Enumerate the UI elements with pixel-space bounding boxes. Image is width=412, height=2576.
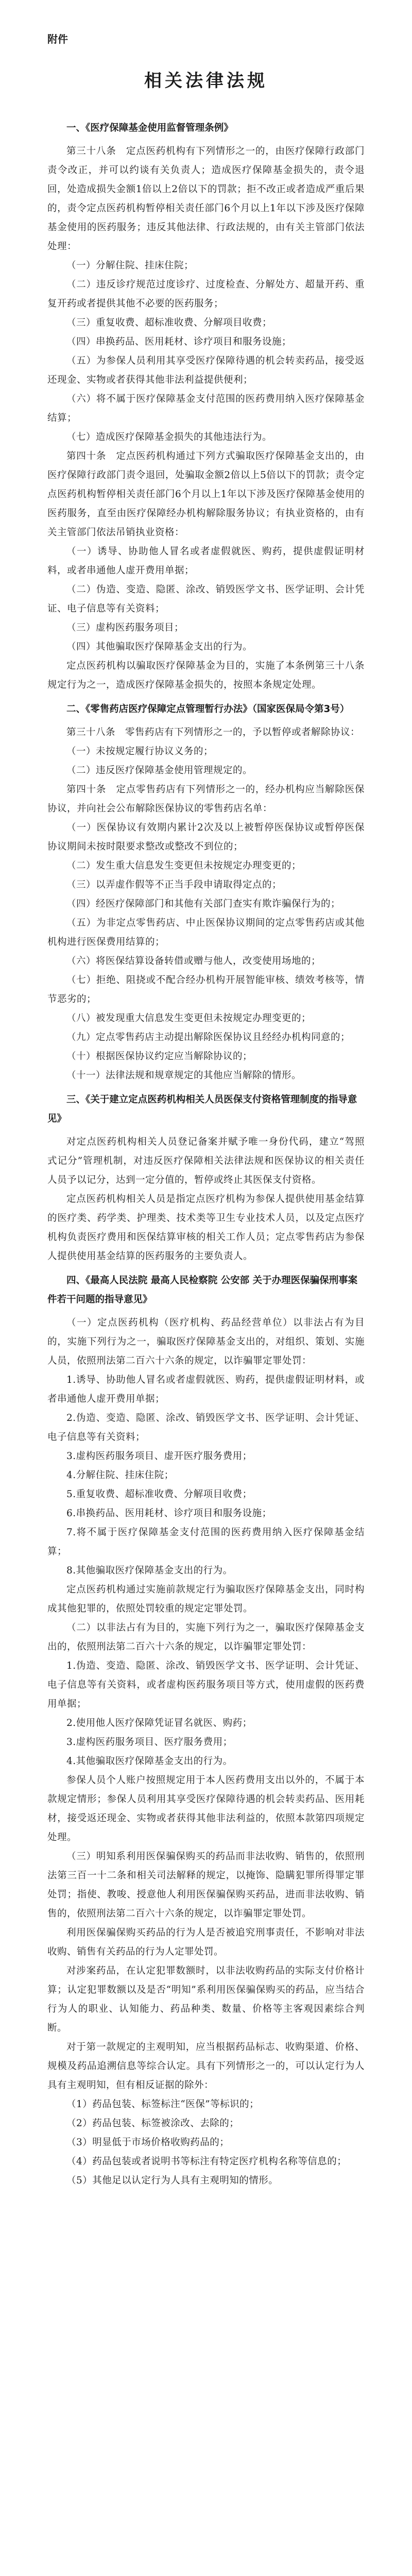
paragraph: 6.串换药品、医用耗材、诊疗项目和服务设施； — [66, 1508, 272, 1519]
paragraph: （八）被发现重大信息发生变更但未按规定办理变更的； — [66, 1013, 312, 1024]
paragraph: 第三十八条 零售药店有下列情形之一的，予以暂停或者解除协议： — [66, 727, 360, 738]
paragraph: （十）根据医保协议约定应当解除协议的； — [66, 1051, 253, 1062]
paragraph: （二）发生重大信息发生变更但未按规定办理变更的； — [66, 860, 302, 871]
paragraph: （九）定点零售药店主动提出解除医保协议且经经办机构同意的； — [66, 1032, 351, 1043]
paragraph: 第三十八条 定点医药机构有下列情形之一的，由医疗保障行政部门责令改正，并可以约谈有关负责人；造成医疗保障基金损失的，责令退回，处造成损失金额1倍以上2倍以下的罚款；拒不改正或者造成严重后果的，责令定点医药机构暂停相关责任部门6个月以上1年以下涉及医疗保障基金使用的医药服务；违反其他法律、行政法规的，由有关主管部门依法处理： — [47, 146, 365, 252]
paragraph: （一）医保协议有效期内累计2次及以上被暂停医保协议或暂停医保协议期间未按时限要求整改或整改不到位的； — [47, 822, 365, 852]
document-title: 相关法律法规 — [144, 71, 268, 91]
paragraph: （4）药品包装或者说明书等标注有特定医疗机构名称等信息的； — [66, 2156, 347, 2167]
paragraph: 8.其他骗取医疗保障基金支出的行为。 — [66, 1565, 233, 1576]
paragraph: 对于第一款规定的主观明知，应当根据药品标志、收购渠道、价格、规模及药品追溯信息等综合认定。具有下列情形之一的，可以认定行为人具有主观明知，但有相反证据的除外： — [47, 2042, 365, 2091]
paragraph: 2.使用他人医疗保障凭证冒名就医、购药； — [66, 1718, 252, 1728]
paragraph: 定点医药机构相关人员是指定点医疗机构为参保人提供使用基金结算的医疗类、药学类、护理类、技术类等卫生专业技术人员，以及定点医疗机构负责医疗费用和医保结算审核的相关工作人员；定点零售药店为参保人提供使用基金结算的医药服务的主要负责人。 — [47, 1194, 365, 1262]
paragraph: （二）违反医疗保障基金使用管理规定的。 — [66, 765, 253, 776]
section-heading: 四、《最高人民法院 最高人民检察院 公安部 关于办理医保骗保刑事案件若干问题的指导意见》 — [47, 1275, 358, 1305]
paragraph: 第四十条 定点零售药店有下列情形之一的，经办机构应当解除医保协议，并向社会公布解除医保协议的零售药店名单： — [47, 784, 365, 814]
paragraph: （七）拒绝、阻挠或不配合经办机构开展智能审核、绩效考核等，情节恶劣的； — [47, 975, 365, 1005]
paragraph: 5.重复收费、超标准收费、分解项目收费； — [66, 1489, 252, 1500]
paragraph: （3）明显低于市场价格收购药品的； — [66, 2137, 230, 2148]
section-3 — [47, 1090, 365, 1266]
paragraph: （五）为参保人员利用其享受医疗保障待遇的机会转卖药品，接受返还现金、实物或者获得其他非法利益提供便利； — [47, 355, 365, 385]
section-body — [47, 1313, 365, 2190]
paragraph: （一）诱导、协助他人冒名或者虚假就医、购药，提供虚假证明材料，或者串通他人虚开费用单据； — [47, 546, 365, 576]
section-body — [47, 142, 365, 694]
paragraph: 2.伪造、变造、隐匿、涂改、销毁医学文书、医学证明、会计凭证、电子信息等有关资料； — [47, 1413, 365, 1443]
paragraph: （四）其他骗取医疗保障基金支出的行为。 — [66, 641, 253, 652]
paragraph: 参保人员个人账户按照规定用于本人医药费用支出以外的，不属于本款规定情形；参保人员利用其享受医疗保障待遇的机会转卖药品、医用耗材，接受返还现金、实物或者获得其他非法利益的，依照本款第四项规定处理。 — [47, 1775, 365, 1843]
section-heading: 二、《零售药店医疗保障定点管理暂行办法》（国家医保局令第3号） — [66, 704, 350, 715]
paragraph: （一）定点医药机构（医疗机构、药品经营单位）以非法占有为目的，实施下列行为之一，骗取医疗保障基金支出的，对组织、策划、实施人员，依照刑法第二百六十六条的规定，以诈骗罪定罪处罚： — [47, 1317, 365, 1366]
paragraph: （五）为非定点零售药店、中止医保协议期间的定点零售药店或其他机构进行医保费用结算的； — [47, 918, 365, 947]
section-heading: 一、《医疗保障基金使用监督管理条例》 — [66, 123, 233, 133]
paragraph: （三）以弄虚作假等不正当手段申请取得定点的； — [66, 879, 282, 890]
section-body — [47, 1132, 365, 1266]
paragraph: 对涉案药品，在认定犯罪数额时，以非法收购药品的实际支付价格计算；认定犯罪数额以及是否“明知”系利用医保骗保购买的药品，应当结合行为人的职业、认知能力、药品种类、数量、价格等主客观因素综合判断。 — [47, 1965, 365, 2033]
section-heading: 三、《关于建立定点医药机构相关人员医保支付资格管理制度的指导意见》 — [47, 1094, 357, 1124]
paragraph: （六）将不属于医疗保障基金支付范围的医药费用纳入医疗保障基金结算； — [47, 394, 365, 423]
paragraph: 3.虚构医药服务项目、医疗服务费用； — [66, 1737, 233, 1748]
paragraph: 3.虚构医药服务项目、虚开医疗服务费用； — [66, 1451, 252, 1462]
paragraph: 4.其他骗取医疗保障基金支出的行为。 — [66, 1756, 233, 1767]
paragraph: （四）串换药品、医用耗材、诊疗项目和服务设施； — [66, 336, 292, 347]
section-body — [47, 723, 365, 1085]
paragraph: （一）分解住院、挂床住院； — [66, 260, 194, 271]
paragraph: （七）造成医疗保障基金损失的其他违法行为。 — [66, 432, 272, 443]
attachment-label: 附件 — [47, 33, 68, 45]
section-1 — [47, 118, 365, 694]
paragraph: 定点医药机构以骗取医疗保障基金为目的，实施了本条例第三十八条规定行为之一，造成医疗保障基金损失的，按照本条规定处理。 — [47, 660, 365, 690]
paragraph: （三）虚构医药服务项目； — [66, 622, 184, 633]
paragraph: 利用医保骗保购买药品的行为人是否被追究刑事责任，不影响对非法收购、销售有关药品的行为人定罪处罚。 — [47, 1927, 365, 1957]
paragraph: （十一）法律法规和规章规定的其他应当解除的情形。 — [66, 1070, 302, 1081]
paragraph: （二）违反诊疗规范过度诊疗、过度检查、分解处方、超量开药、重复开药或者提供其他不必要的医药服务； — [47, 279, 365, 309]
paragraph: 1.诱导、协助他人冒名或者虚假就医、购药，提供虚假证明材料，或者串通他人虚开费用单据； — [47, 1375, 365, 1404]
section-4 — [47, 1271, 365, 2190]
section-2 — [47, 700, 365, 1085]
paragraph: （二）伪造、变造、隐匿、涂改、销毁医学文书、医学证明、会计凭证、电子信息等有关资料； — [47, 584, 365, 614]
paragraph: （一）未按规定履行协议义务的； — [66, 746, 214, 757]
paragraph: 7.将不属于医疗保障基金支付范围的医药费用纳入医疗保障基金结算； — [47, 1527, 365, 1557]
paragraph: 对定点医药机构相关人员登记备案并赋予唯一身份代码，建立“驾照式记分”管理机制，对违反医疗保障相关法律法规和医保协议的相关责任人员予以记分，达到一定分值的，暂停或终止其医保支付资格。 — [47, 1137, 365, 1185]
paragraph: （三）重复收费、超标准收费、分解项目收费； — [66, 317, 272, 328]
paragraph: （1）药品包装、标签标注“医保”等标识的； — [66, 2099, 260, 2110]
paragraph: 1.伪造、变造、隐匿、涂改、销毁医学文书、医学证明、会计凭证、电子信息等有关资料，或者虚构医药服务项目等方式，使用虚假的医药费用单据； — [47, 1660, 365, 1709]
paragraph: 第四十条 定点医药机构通过下列方式骗取医疗保障基金支出的，由医疗保障行政部门责令退回，处骗取金额2倍以上5倍以下的罚款；责令定点医药机构暂停相关责任部门6个月以上1年以下涉及医疗保障基金使用的医药服务，直至由医疗保障经办机构解除服务协议；有执业资格的，由有关主管部门依法吊销执业资格： — [47, 451, 365, 538]
paragraph: （2）药品包装、标签被涂改、去除的； — [66, 2118, 239, 2129]
paragraph: （三）明知系利用医保骗保购买的药品而非法收购、销售的，依照刑法第三百一十二条和相关司法解释的规定，以掩饰、隐瞒犯罪所得罪定罪处罚；指使、教唆、授意他人利用医保骗保购买药品，进而非法收购、销售的，依照刑法第二百六十六条的规定，以诈骗罪定罪处罚。 — [47, 1851, 365, 1919]
paragraph: （二）以非法占有为目的，实施下列行为之一，骗取医疗保障基金支出的，依照刑法第二百六十六条的规定，以诈骗罪定罪处罚： — [47, 1622, 365, 1652]
paragraph: 4.分解住院、挂床住院； — [66, 1470, 174, 1481]
paragraph: （六）将医保结算设备转借或赠与他人，改变使用场地的； — [66, 956, 321, 967]
paragraph: 定点医药机构通过实施前款规定行为骗取医疗保障基金支出，同时构成其他犯罪的，依照处罚较重的规定定罪处罚。 — [47, 1584, 365, 1614]
paragraph: （5）其他足以认定行为人具有主观明知的情形。 — [66, 2175, 279, 2186]
paragraph: （四）经医疗保障部门和其他有关部门查实有欺诈骗保行为的； — [66, 899, 341, 909]
